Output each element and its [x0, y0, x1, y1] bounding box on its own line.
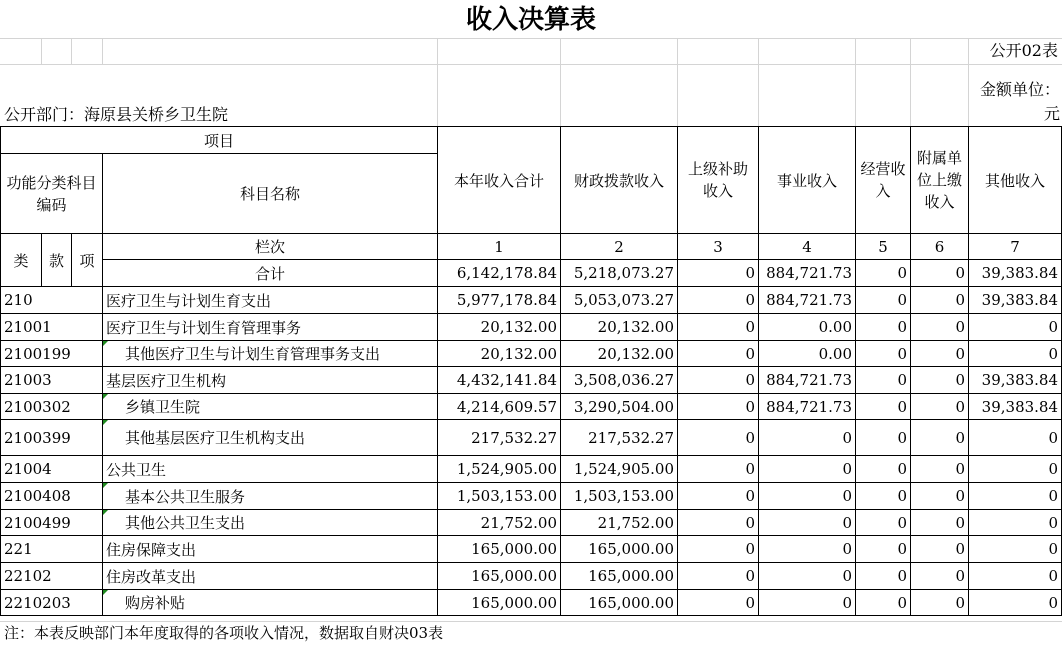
total-row [1, 260, 1062, 287]
row-value-5: 0 [856, 563, 911, 590]
cell-comment-flag-icon [103, 483, 108, 488]
row-value-4: 884,721.73 [759, 367, 856, 394]
table-row [1, 590, 1062, 616]
row-value-2: 3,508,036.27 [561, 367, 678, 394]
row-subject-name-text: 其他医疗卫生与计划生育管理事务支出 [125, 345, 381, 363]
row-subject-name [103, 510, 438, 536]
row-code: 21001 [1, 314, 103, 341]
row-value-7: 0 [969, 563, 1062, 590]
row-value-3: 0 [678, 483, 759, 510]
report-title: 收入决算表 [465, 5, 596, 35]
row-value-7: 39,383.84 [969, 394, 1062, 420]
row-value-1: 165,000.00 [438, 590, 561, 616]
row-code: 2100302 [1, 394, 103, 420]
row-value-2: 217,532.27 [561, 420, 678, 456]
row-value-3: 0 [678, 420, 759, 456]
gridline [855, 38, 856, 126]
row-value-7: 39,383.84 [969, 367, 1062, 394]
row-code: 2100399 [1, 420, 103, 456]
row-value-7: 0 [969, 483, 1062, 510]
row-value-3: 0 [678, 510, 759, 536]
row-subject-name-text: 医疗卫生与计划生育管理事务 [106, 318, 302, 337]
row-subject-name [103, 341, 438, 367]
row-value-6: 0 [911, 563, 969, 590]
row-value-7: 0 [969, 510, 1062, 536]
header-col-6: 附属单位上缴收入 [911, 127, 969, 234]
row-code: 210 [1, 287, 103, 314]
row-value-4: 0 [759, 536, 856, 563]
row-value-7: 0 [969, 341, 1062, 367]
row-value-5: 0 [856, 341, 911, 367]
header-col-7: 其他收入 [969, 127, 1062, 234]
row-value-3: 0 [678, 456, 759, 483]
col-num-6: 6 [911, 234, 969, 260]
header-row-lanci [1, 234, 1062, 260]
row-value-6: 0 [911, 456, 969, 483]
row-code: 2100499 [1, 510, 103, 536]
row-value-4: 0 [759, 420, 856, 456]
row-subject-name [103, 420, 438, 456]
row-value-3: 0 [678, 536, 759, 563]
row-value-7: 0 [969, 314, 1062, 341]
total-value-3: 0 [678, 260, 759, 287]
row-value-7: 0 [969, 420, 1062, 456]
row-value-1: 4,214,609.57 [438, 394, 561, 420]
header-lanci: 栏次 [103, 234, 438, 260]
gridline [560, 38, 561, 126]
row-value-1: 165,000.00 [438, 536, 561, 563]
gridline [102, 38, 103, 64]
header-col-5: 经营收入 [856, 127, 911, 234]
gridline [0, 64, 1062, 65]
header-lei: 类 [1, 234, 42, 287]
row-value-5: 0 [856, 420, 911, 456]
header-row-project [1, 127, 1062, 154]
header-xiang: 项 [72, 234, 103, 287]
row-value-5: 0 [856, 483, 911, 510]
row-value-2: 20,132.00 [561, 314, 678, 341]
gridline [437, 38, 438, 126]
row-subject-name [103, 456, 438, 483]
row-value-1: 5,977,178.84 [438, 287, 561, 314]
row-code: 2100408 [1, 483, 103, 510]
row-value-7: 0 [969, 536, 1062, 563]
row-subject-name-text: 医疗卫生与计划生育支出 [106, 291, 272, 310]
row-value-6: 0 [911, 394, 969, 420]
row-value-5: 0 [856, 510, 911, 536]
row-value-1: 1,503,153.00 [438, 483, 561, 510]
table-row [1, 367, 1062, 394]
table-row [1, 314, 1062, 341]
header-kuan: 款 [42, 234, 72, 287]
row-subject-name-text: 住房改革支出 [106, 567, 197, 586]
row-value-3: 0 [678, 341, 759, 367]
row-value-4: 0 [759, 563, 856, 590]
form-number: 公开02表 [989, 41, 1058, 60]
row-subject-name-text: 购房补贴 [125, 594, 186, 612]
row-subject-name [103, 563, 438, 590]
row-value-4: 0 [759, 590, 856, 616]
row-value-3: 0 [678, 287, 759, 314]
row-value-4: 0 [759, 510, 856, 536]
col-num-5: 5 [856, 234, 911, 260]
col-num-2: 2 [561, 234, 678, 260]
row-value-4: 0.00 [759, 341, 856, 367]
row-subject-name-text: 公共卫生 [106, 460, 167, 479]
row-value-1: 1,524,905.00 [438, 456, 561, 483]
col-num-7: 7 [969, 234, 1062, 260]
row-value-6: 0 [911, 536, 969, 563]
row-value-2: 3,290,504.00 [561, 394, 678, 420]
gridline [910, 38, 911, 126]
row-value-5: 0 [856, 590, 911, 616]
total-value-6: 0 [911, 260, 969, 287]
row-value-2: 20,132.00 [561, 341, 678, 367]
gridline [41, 38, 42, 64]
row-value-6: 0 [911, 287, 969, 314]
row-value-5: 0 [856, 536, 911, 563]
total-value-2: 5,218,073.27 [561, 260, 678, 287]
row-value-4: 0 [759, 483, 856, 510]
cell-comment-flag-icon [103, 590, 108, 595]
row-value-1: 4,432,141.84 [438, 367, 561, 394]
header-func-code: 功能分类科目编码 [1, 154, 103, 234]
total-value-5: 0 [856, 260, 911, 287]
total-label: 合计 [103, 260, 438, 287]
row-value-4: 884,721.73 [759, 394, 856, 420]
table-row [1, 420, 1062, 456]
row-subject-name [103, 394, 438, 420]
row-value-5: 0 [856, 394, 911, 420]
row-value-6: 0 [911, 314, 969, 341]
cell-comment-flag-icon [103, 510, 108, 515]
footnote: 注：本表反映部门本年度取得的各项收入情况，数据取自财决03表 [4, 624, 444, 642]
header-col-4: 事业收入 [759, 127, 856, 234]
col-num-1: 1 [438, 234, 561, 260]
row-value-3: 0 [678, 367, 759, 394]
row-subject-name-text: 其他基层医疗卫生机构支出 [125, 429, 306, 447]
row-subject-name-text: 基本公共卫生服务 [125, 487, 246, 506]
col-num-3: 3 [678, 234, 759, 260]
row-value-5: 0 [856, 456, 911, 483]
row-value-6: 0 [911, 420, 969, 456]
header-subject-name: 科目名称 [103, 154, 438, 234]
row-subject-name-text: 其他公共卫生支出 [125, 514, 246, 532]
row-value-1: 217,532.27 [438, 420, 561, 456]
department-label: 公开部门：海原县关桥乡卫生院 [4, 105, 229, 124]
row-subject-name [103, 536, 438, 563]
total-value-1: 6,142,178.84 [438, 260, 561, 287]
table-row [1, 456, 1062, 483]
income-table [0, 126, 1062, 616]
row-value-6: 0 [911, 367, 969, 394]
row-subject-name [103, 483, 438, 510]
row-code: 2210203 [1, 590, 103, 616]
gridline [71, 38, 72, 64]
header-project: 项目 [1, 127, 438, 154]
row-value-2: 5,053,073.27 [561, 287, 678, 314]
row-value-6: 0 [911, 590, 969, 616]
total-value-4: 884,721.73 [759, 260, 856, 287]
row-value-7: 39,383.84 [969, 287, 1062, 314]
row-subject-name [103, 314, 438, 341]
table-row [1, 287, 1062, 314]
total-value-7: 39,383.84 [969, 260, 1062, 287]
row-value-2: 165,000.00 [561, 536, 678, 563]
table-row [1, 394, 1062, 420]
row-subject-name-text: 基层医疗卫生机构 [106, 371, 227, 390]
table-row [1, 483, 1062, 510]
cell-comment-flag-icon [103, 341, 108, 346]
table-row [1, 563, 1062, 590]
row-code: 21004 [1, 456, 103, 483]
row-value-2: 1,524,905.00 [561, 456, 678, 483]
row-value-4: 0 [759, 456, 856, 483]
row-subject-name [103, 590, 438, 616]
row-value-3: 0 [678, 314, 759, 341]
col-num-4: 4 [759, 234, 856, 260]
row-code: 221 [1, 536, 103, 563]
row-value-1: 20,132.00 [438, 314, 561, 341]
amount-unit: 金额单位：元 [979, 80, 1060, 123]
row-subject-name [103, 287, 438, 314]
row-value-7: 0 [969, 590, 1062, 616]
table-row [1, 536, 1062, 563]
row-value-2: 165,000.00 [561, 563, 678, 590]
row-code: 2100199 [1, 341, 103, 367]
table-row [1, 341, 1062, 367]
row-value-5: 0 [856, 314, 911, 341]
row-value-7: 0 [969, 456, 1062, 483]
row-value-5: 0 [856, 287, 911, 314]
row-subject-name-text: 乡镇卫生院 [125, 398, 201, 416]
row-subject-name-text: 住房保障支出 [106, 540, 197, 559]
row-value-6: 0 [911, 483, 969, 510]
cell-comment-flag-icon [103, 394, 108, 399]
gridline [758, 38, 759, 126]
row-value-1: 20,132.00 [438, 341, 561, 367]
header-col-1: 本年收入合计 [438, 127, 561, 234]
row-value-1: 21,752.00 [438, 510, 561, 536]
row-value-1: 165,000.00 [438, 563, 561, 590]
header-col-2: 财政拨款收入 [561, 127, 678, 234]
row-value-4: 0.00 [759, 314, 856, 341]
table-row [1, 510, 1062, 536]
row-value-3: 0 [678, 590, 759, 616]
gridline [0, 38, 1062, 39]
row-value-6: 0 [911, 341, 969, 367]
row-value-6: 0 [911, 510, 969, 536]
row-subject-name [103, 367, 438, 394]
row-value-3: 0 [678, 563, 759, 590]
cell-comment-flag-icon [103, 420, 108, 425]
row-code: 22102 [1, 563, 103, 590]
gridline [677, 38, 678, 126]
row-code: 21003 [1, 367, 103, 394]
header-col-3: 上级补助收入 [678, 127, 759, 234]
row-value-2: 1,503,153.00 [561, 483, 678, 510]
row-value-3: 0 [678, 394, 759, 420]
row-value-4: 884,721.73 [759, 287, 856, 314]
row-value-2: 165,000.00 [561, 590, 678, 616]
row-value-5: 0 [856, 367, 911, 394]
row-value-2: 21,752.00 [561, 510, 678, 536]
